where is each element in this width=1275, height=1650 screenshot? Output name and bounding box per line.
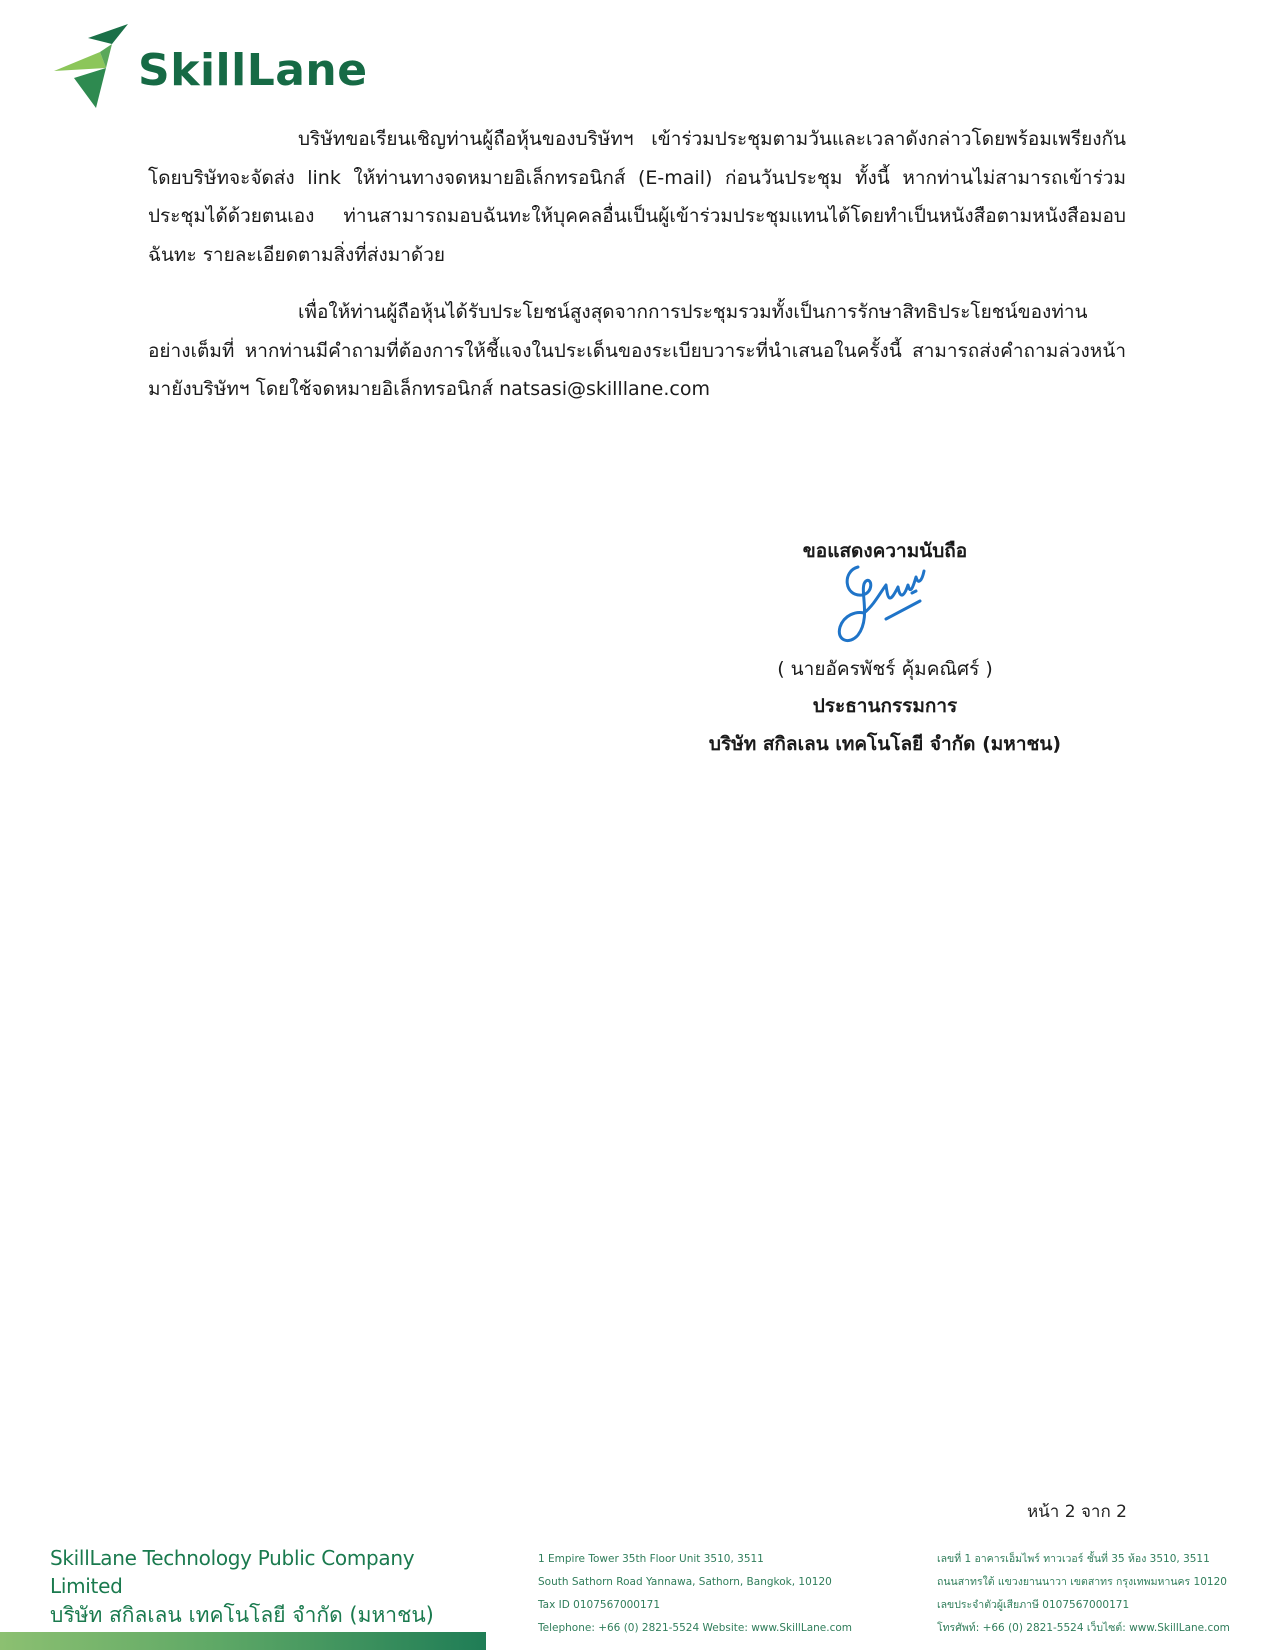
footer-company-en: SkillLane Technology Public Company Limited: [50, 1546, 415, 1598]
signatory-company: บริษัท สกิลเลน เทคโนโลยี จำกัด (มหาชน): [708, 733, 1062, 755]
company-logo: [54, 22, 368, 114]
letter-body: [148, 120, 1126, 409]
address-line: เลขประจำตัวผู้เสียภาษี 0107567000171: [937, 1599, 1130, 1611]
skilllane-logo-icon: [54, 22, 136, 114]
handwritten-signature: [828, 557, 948, 657]
address-line: Telephone: +66 (0) 2821-5524 Website: www.SkillLane.com: [538, 1622, 853, 1634]
signatory-title: ประธานกรรมการ: [812, 695, 958, 717]
footer-accent-bar: [0, 1632, 486, 1650]
closing-salutation: ขอแสดงความนับถือ: [802, 540, 968, 562]
footer-address-th: [937, 1548, 1230, 1640]
address-line: 1 Empire Tower 35th Floor Unit 3510, 3511: [538, 1553, 764, 1565]
footer-company-th: บริษัท สกิลเลน เทคโนโลยี จำกัด (มหาชน): [50, 1603, 434, 1627]
address-line: South Sathorn Road Yannawa, Sathorn, Bangkok, 10120: [538, 1576, 832, 1588]
signature-block: [680, 533, 1090, 763]
address-line: เลขที่ 1 อาคารเอ็มไพร์ ทาวเวอร์ ชั้นที่ 35 ห้อง 3510, 3511: [937, 1553, 1210, 1565]
footer-company-name: [50, 1544, 490, 1630]
address-line: ถนนสาทรใต้ แขวงยานนาวา เขตสาทร กรุงเทพมหานคร 10120: [937, 1576, 1227, 1588]
address-line: โทรศัพท์: +66 (0) 2821-5524 เว็บไซต์: www.SkillLane.com: [937, 1622, 1230, 1634]
paragraph-invitation: บริษัทขอเรียนเชิญท่านผู้ถือหุ้นของบริษัทฯ เข้าร่วมประชุมตามวันและเวลาดังกล่าวโดยพร้อมเพรียงกัน โดยบริษัทจะจัดส่ง link ให้ท่านทางจดหมายอิเล็กทรอนิกส์ (E-mail) ก่อนวันประชุม ทั้งนี้ หากท่านไม่สามารถเข้าร่วมประชุมได้ด้วยตนเอง ท่านสามารถมอบฉันทะให้บุคคลอื่นเป็นผู้เข้าร่วมประชุมแทนได้โดยทำเป็นหนังสือตามหนังสือมอบฉันทะ รายละเอียดตามสิ่งที่ส่งมาด้วย: [148, 128, 1126, 266]
page-number: หน้า 2 จาก 2: [1026, 1502, 1127, 1522]
letterhead-footer: [0, 1540, 1275, 1650]
address-line: Tax ID 0107567000171: [538, 1599, 661, 1611]
signatory-name: ( นายอัครพัชร์ คุ้มคณิศร์ ): [777, 658, 993, 680]
paragraph-questions: เพื่อให้ท่านผู้ถือหุ้นได้รับประโยชน์สูงสุดจากการประชุมรวมทั้งเป็นการรักษาสิทธิประโยชน์ของท่านอย่างเต็มที่ หากท่านมีคำถามที่ต้องการให้ชี้แจงในประเด็นของระเบียบวาระที่นำเสนอในครั้งนี้ สามารถส่งคำถามล่วงหน้ามายังบริษัทฯ โดยใช้จดหมายอิเล็กทรอนิกส์ natsasi@skilllane.com: [148, 301, 1126, 400]
footer-address-en: [538, 1548, 852, 1640]
logo-wordmark: SkillLane: [138, 44, 368, 96]
